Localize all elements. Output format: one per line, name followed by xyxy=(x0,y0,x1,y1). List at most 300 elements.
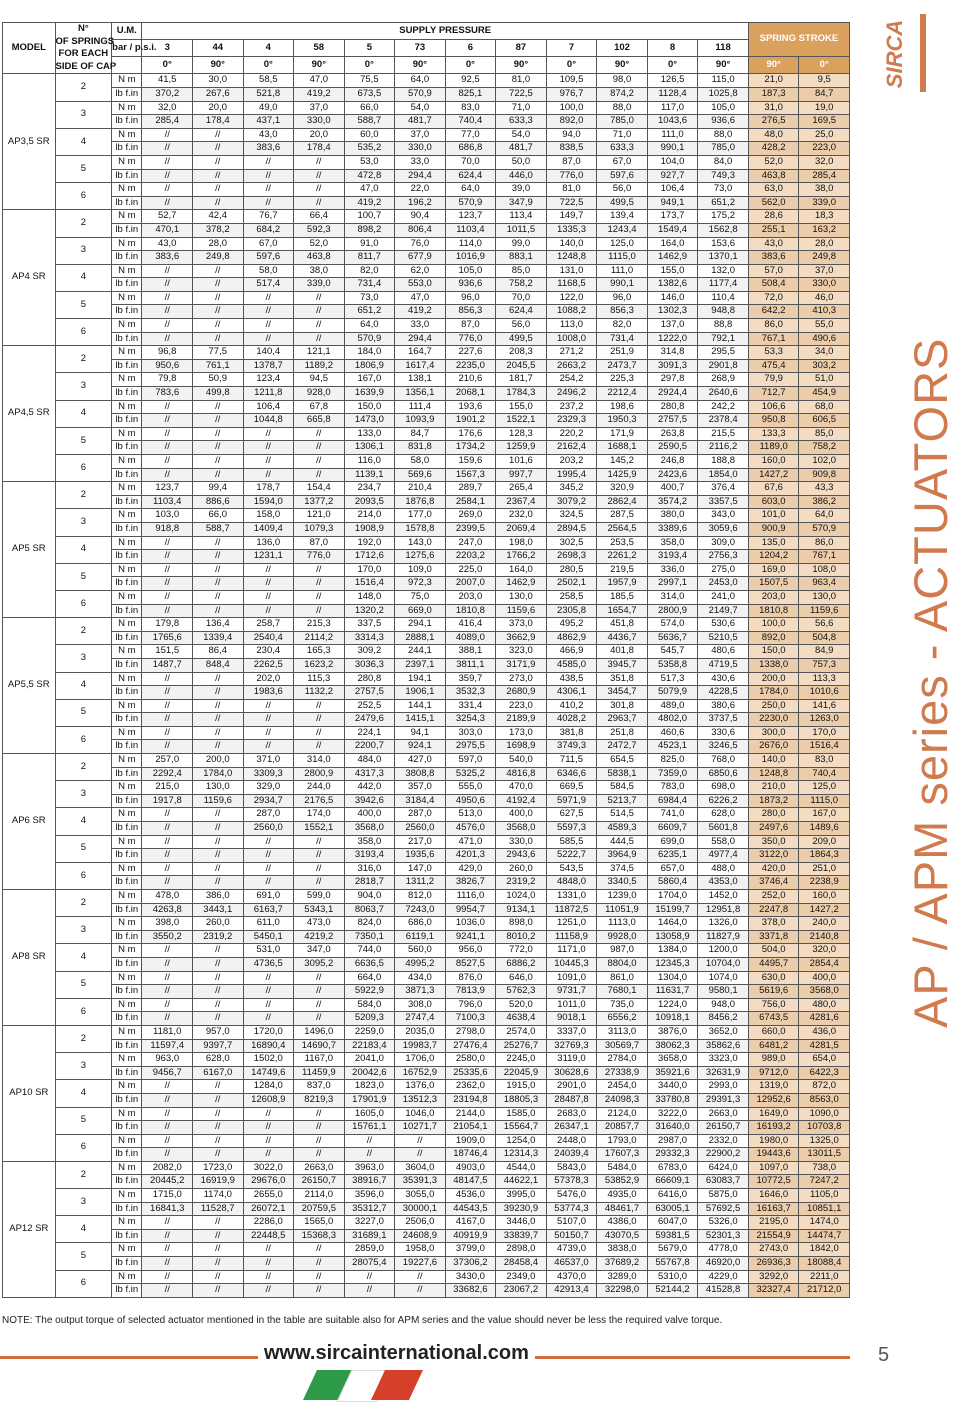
torque-cell: // xyxy=(192,1229,243,1243)
unit-label: lb f.in xyxy=(112,251,142,265)
torque-cell: 2901,0 xyxy=(546,1080,597,1094)
torque-cell: 4229,0 xyxy=(698,1270,749,1284)
torque-cell: 570,9 xyxy=(344,332,395,346)
spring-stroke-cell: 463,8 xyxy=(748,169,799,183)
torque-cell: 2041,0 xyxy=(344,1053,395,1067)
springs-count: 5 xyxy=(55,835,112,862)
model-name: AP4 SR xyxy=(3,210,56,346)
torque-cell: 883,1 xyxy=(496,251,547,265)
model-name: AP8 SR xyxy=(3,890,56,1026)
torque-cell: 1243,4 xyxy=(597,223,648,237)
torque-cell: 251,8 xyxy=(597,726,648,740)
torque-cell: 23067,2 xyxy=(496,1284,547,1298)
torque-cell: 543,5 xyxy=(546,862,597,876)
torque-cell: 91,0 xyxy=(344,237,395,251)
spring-stroke-cell: 10703,8 xyxy=(799,1121,850,1135)
pressure-psi-value: 73 xyxy=(395,40,446,57)
torque-cell: 125,0 xyxy=(597,237,648,251)
torque-cell: 2888,1 xyxy=(395,631,446,645)
springs-count: 3 xyxy=(55,781,112,808)
torque-cell: // xyxy=(192,957,243,971)
torque-cell: 5762,3 xyxy=(496,985,547,999)
pressure-row xyxy=(3,40,850,57)
torque-cell: 39230,9 xyxy=(496,1202,547,1216)
torque-cell: 41528,8 xyxy=(698,1284,749,1298)
spring-stroke-cell: 51,0 xyxy=(799,373,850,387)
torque-cell: 4778,0 xyxy=(698,1243,749,1257)
spring-stroke-cell: 38,0 xyxy=(799,183,850,197)
table-row xyxy=(3,767,850,781)
torque-cell: 67,8 xyxy=(294,400,345,414)
torque-cell: 2747,4 xyxy=(395,1012,446,1026)
torque-cell: 81,0 xyxy=(496,74,547,88)
torque-cell: 330,0 xyxy=(395,142,446,156)
torque-cell: 331,4 xyxy=(445,699,496,713)
springs-count: 2 xyxy=(55,1025,112,1052)
torque-cell: // xyxy=(192,1134,243,1148)
spring-stroke-cell: 1864,3 xyxy=(799,849,850,863)
torque-cell: 153,6 xyxy=(698,237,749,251)
torque-cell: 10918,1 xyxy=(647,1012,698,1026)
torque-cell: 3550,2 xyxy=(142,930,193,944)
table-row xyxy=(3,822,850,836)
torque-cell: // xyxy=(192,1093,243,1107)
torque-cell: 7813,9 xyxy=(445,985,496,999)
torque-cell: 128,3 xyxy=(496,427,547,441)
torque-cell: 148,0 xyxy=(344,590,395,604)
torque-cell: 2189,9 xyxy=(496,713,547,727)
table-row xyxy=(3,672,850,686)
torque-cell: 1284,0 xyxy=(243,1080,294,1094)
torque-cell: // xyxy=(192,455,243,469)
springs-header-line: FOR EACH xyxy=(58,48,109,60)
springs-count: 2 xyxy=(55,1161,112,1188)
torque-cell: 9134,1 xyxy=(496,903,547,917)
unit-label: N m xyxy=(112,1270,142,1284)
torque-cell: 8804,0 xyxy=(597,957,648,971)
torque-cell: 1496,0 xyxy=(294,1025,345,1039)
torque-cell: 164,0 xyxy=(496,563,547,577)
torque-cell: // xyxy=(192,1107,243,1121)
torque-cell: 11158,9 xyxy=(546,930,597,944)
torque-cell: // xyxy=(192,1284,243,1298)
table-row xyxy=(3,359,850,373)
torque-cell: 1654,7 xyxy=(597,604,648,618)
torque-cell: // xyxy=(142,278,193,292)
torque-cell: 2663,0 xyxy=(698,1107,749,1121)
angle-0-header: 0° xyxy=(142,57,193,74)
spring-stroke-cell: 3122,0 xyxy=(748,849,799,863)
spring-stroke-cell: 83,0 xyxy=(799,754,850,768)
torque-cell: // xyxy=(395,1284,446,1298)
unit-label: N m xyxy=(112,101,142,115)
torque-cell: 3022,0 xyxy=(243,1161,294,1175)
torque-cell: 20,0 xyxy=(192,101,243,115)
table-row xyxy=(3,1148,850,1162)
torque-cell: // xyxy=(192,672,243,686)
torque-cell: // xyxy=(192,590,243,604)
torque-cell: 131,0 xyxy=(546,264,597,278)
torque-cell: 5358,8 xyxy=(647,658,698,672)
torque-cell: 1462,9 xyxy=(647,251,698,265)
torque-cell: 3871,3 xyxy=(395,985,446,999)
torque-cell: // xyxy=(243,726,294,740)
torque-cell: 164,0 xyxy=(647,237,698,251)
torque-cell: // xyxy=(192,1121,243,1135)
angle-90-header: 90° xyxy=(597,57,648,74)
torque-cell: 886,6 xyxy=(192,495,243,509)
torque-cell: 2757,5 xyxy=(344,686,395,700)
torque-cell: 5636,7 xyxy=(647,631,698,645)
torque-cell: 4089,0 xyxy=(445,631,496,645)
torque-cell: 3113,0 xyxy=(597,1025,648,1039)
spring-stroke-cell: 79,9 xyxy=(748,373,799,387)
unit-label: N m xyxy=(112,427,142,441)
torque-cell: 5210,5 xyxy=(698,631,749,645)
torque-cell: 4903,0 xyxy=(445,1161,496,1175)
torque-cell: // xyxy=(294,713,345,727)
torque-cell: 193,6 xyxy=(445,400,496,414)
torque-cell: 98,0 xyxy=(597,74,648,88)
torque-cell: 16890,4 xyxy=(243,1039,294,1053)
torque-cell: 4950,6 xyxy=(445,794,496,808)
torque-cell: 252,5 xyxy=(344,699,395,713)
torque-cell: 77,5 xyxy=(192,346,243,360)
torque-cell: 62,0 xyxy=(395,264,446,278)
torque-cell: 5679,0 xyxy=(647,1243,698,1257)
torque-cell: 374,5 xyxy=(597,862,648,876)
torque-cell: 2448,0 xyxy=(546,1134,597,1148)
torque-cell: 267,6 xyxy=(192,87,243,101)
torque-cell: 244,1 xyxy=(395,645,446,659)
torque-cell: 4816,8 xyxy=(496,767,547,781)
torque-cell: 294,1 xyxy=(395,618,446,632)
torque-cell: 224,1 xyxy=(344,726,395,740)
torque-cell: 1720,0 xyxy=(243,1025,294,1039)
pressure-bar-value: 6 xyxy=(445,40,496,57)
torque-cell: 14690,7 xyxy=(294,1039,345,1053)
torque-cell: // xyxy=(294,441,345,455)
torque-cell: 1522,1 xyxy=(496,414,547,428)
springs-count: 3 xyxy=(55,373,112,400)
torque-cell: 99,4 xyxy=(192,482,243,496)
spring-stroke-cell: 67,6 xyxy=(748,482,799,496)
torque-cell: 37306,2 xyxy=(445,1257,496,1271)
torque-cell: // xyxy=(142,672,193,686)
torque-cell: 633,3 xyxy=(496,115,547,129)
torque-cell: 1224,0 xyxy=(647,998,698,1012)
torque-cell: 1088,2 xyxy=(546,305,597,319)
torque-cell: 2934,7 xyxy=(243,794,294,808)
torque-cell: 948,0 xyxy=(698,998,749,1012)
torque-cell: // xyxy=(243,577,294,591)
torque-cell: 136,4 xyxy=(192,618,243,632)
torque-cell: 624,4 xyxy=(445,169,496,183)
torque-cell: 2506,0 xyxy=(395,1216,446,1230)
unit-label: lb f.in xyxy=(112,577,142,591)
torque-cell: 5222,7 xyxy=(546,849,597,863)
unit-label: lb f.in xyxy=(112,387,142,401)
torque-cell: 220,2 xyxy=(546,427,597,441)
torque-cell: 314,0 xyxy=(647,590,698,604)
table-row xyxy=(3,658,850,672)
torque-cell: 86,4 xyxy=(192,645,243,659)
torque-cell: 178,4 xyxy=(192,115,243,129)
springs-count: 6 xyxy=(55,183,112,210)
torque-cell: 669,0 xyxy=(395,604,446,618)
torque-cell: 419,2 xyxy=(294,87,345,101)
torque-cell: 6163,7 xyxy=(243,903,294,917)
torque-cell: 244,0 xyxy=(294,781,345,795)
torque-cell: 2245,0 xyxy=(496,1053,547,1067)
torque-cell: 831,8 xyxy=(395,441,446,455)
table-row xyxy=(3,400,850,414)
torque-cell: // xyxy=(192,142,243,156)
torque-cell: 40919,9 xyxy=(445,1229,496,1243)
torque-cell: 43070,5 xyxy=(597,1229,648,1243)
torque-cell: // xyxy=(142,291,193,305)
table-row xyxy=(3,509,850,523)
unit-label: N m xyxy=(112,835,142,849)
springs-count: 3 xyxy=(55,237,112,264)
table-row xyxy=(3,183,850,197)
spring-stroke-cell: 25,0 xyxy=(799,128,850,142)
torque-cell: 380,6 xyxy=(698,699,749,713)
torque-cell: // xyxy=(294,427,345,441)
torque-cell: 776,0 xyxy=(546,169,597,183)
unit-label: lb f.in xyxy=(112,332,142,346)
torque-cell: 5209,3 xyxy=(344,1012,395,1026)
torque-cell: 651,2 xyxy=(698,196,749,210)
spring-stroke-cell: 85,0 xyxy=(799,427,850,441)
spring-stroke-cell: 210,0 xyxy=(748,781,799,795)
torque-cell: 698,0 xyxy=(698,781,749,795)
spring-stroke-cell: 160,0 xyxy=(799,890,850,904)
torque-cell: 1259,9 xyxy=(496,441,547,455)
torque-cell: // xyxy=(142,998,193,1012)
spring-stroke-cell: 1427,2 xyxy=(799,903,850,917)
torque-cell: 1115,0 xyxy=(597,251,648,265)
torque-cell: 1723,0 xyxy=(192,1161,243,1175)
spring-stroke-cell: 56,6 xyxy=(799,618,850,632)
torque-cell: 4995,2 xyxy=(395,957,446,971)
unit-label: lb f.in xyxy=(112,1121,142,1135)
torque-cell: 2007,0 xyxy=(445,577,496,591)
torque-cell: 314,8 xyxy=(647,346,698,360)
table-row xyxy=(3,74,850,88)
torque-cell: 20445,2 xyxy=(142,1175,193,1189)
torque-cell: 1594,0 xyxy=(243,495,294,509)
torque-cell: 33,0 xyxy=(395,155,446,169)
torque-cell: 1174,0 xyxy=(192,1189,243,1203)
torque-cell: // xyxy=(294,1107,345,1121)
torque-cell: 58,5 xyxy=(243,74,294,88)
spring-stroke-cell: 508,4 xyxy=(748,278,799,292)
torque-cell: 5450,1 xyxy=(243,930,294,944)
torque-cell: 105,0 xyxy=(445,264,496,278)
table-row xyxy=(3,387,850,401)
table-row xyxy=(3,930,850,944)
torque-cell: // xyxy=(142,1270,193,1284)
torque-cell: 1854,0 xyxy=(698,468,749,482)
side-title: AP / APM series - ACTUATORS xyxy=(904,337,957,1028)
spring-stroke-cell: 712,7 xyxy=(748,387,799,401)
torque-cell: 2397,1 xyxy=(395,658,446,672)
torque-cell: // xyxy=(192,169,243,183)
torque-cell: 115,0 xyxy=(698,74,749,88)
spring-stroke-cell: 55,0 xyxy=(799,319,850,333)
torque-cell: 584,0 xyxy=(344,998,395,1012)
torque-cell: 918,8 xyxy=(142,522,193,536)
torque-cell: 3568,0 xyxy=(496,822,547,836)
torque-cell: // xyxy=(243,862,294,876)
spring-stroke-cell: 383,6 xyxy=(748,251,799,265)
spring-stroke-cell: 150,0 xyxy=(748,645,799,659)
torque-cell: 2116,2 xyxy=(698,441,749,455)
torque-cell: 66,0 xyxy=(192,509,243,523)
torque-cell: 1549,4 xyxy=(647,223,698,237)
torque-cell: 950,6 xyxy=(142,359,193,373)
torque-cell: 38916,7 xyxy=(344,1175,395,1189)
table-row xyxy=(3,1107,850,1121)
torque-cell: 253,5 xyxy=(597,536,648,550)
torque-cell: 2423,6 xyxy=(647,468,698,482)
spring-stroke-cell: 252,0 xyxy=(748,890,799,904)
torque-cell: 251,9 xyxy=(597,346,648,360)
unit-label: N m xyxy=(112,672,142,686)
torque-cell: 1103,4 xyxy=(142,495,193,509)
torque-cell: 337,5 xyxy=(344,618,395,632)
spring-stroke-cell: 285,4 xyxy=(799,169,850,183)
torque-cell: 203,2 xyxy=(546,455,597,469)
spring-stroke-cell: 2238,9 xyxy=(799,876,850,890)
torque-cell: 15564,7 xyxy=(496,1121,547,1135)
torque-cell: 1113,0 xyxy=(597,917,648,931)
torque-cell: 271,2 xyxy=(546,346,597,360)
torque-cell: 1011,5 xyxy=(496,223,547,237)
torque-cell: // xyxy=(142,726,193,740)
torque-cell: 2997,1 xyxy=(647,577,698,591)
torque-cell: // xyxy=(243,835,294,849)
table-row xyxy=(3,1066,850,1080)
spring-stroke-cell: 113,3 xyxy=(799,672,850,686)
spring-stroke-cell: 169,5 xyxy=(799,115,850,129)
torque-cell: 260,0 xyxy=(192,917,243,931)
spring-stroke-cell: 130,0 xyxy=(799,590,850,604)
torque-cell: // xyxy=(243,740,294,754)
unit-label: lb f.in xyxy=(112,441,142,455)
torque-cell: 1915,0 xyxy=(496,1080,547,1094)
spring-stroke-cell: 303,2 xyxy=(799,359,850,373)
torque-cell: 1139,1 xyxy=(344,468,395,482)
torque-cell: // xyxy=(294,291,345,305)
page-number: 5 xyxy=(878,1344,890,1366)
spring-stroke-cell: 28,6 xyxy=(748,210,799,224)
torque-cell: 2800,9 xyxy=(294,767,345,781)
torque-cell: 29676,0 xyxy=(243,1175,294,1189)
spring-stroke-cell: 10772,5 xyxy=(748,1175,799,1189)
unit-label: lb f.in xyxy=(112,713,142,727)
torque-cell: // xyxy=(294,1121,345,1135)
spring-stroke-cell: 19443,6 xyxy=(748,1148,799,1162)
torque-cell: 94,1 xyxy=(395,726,446,740)
unit-label: N m xyxy=(112,998,142,1012)
table-row xyxy=(3,1121,850,1135)
torque-cell: 825,0 xyxy=(647,754,698,768)
torque-cell: 11827,9 xyxy=(698,930,749,944)
torque-cell: 329,0 xyxy=(243,781,294,795)
torque-cell: 31640,0 xyxy=(647,1121,698,1135)
torque-cell: 383,6 xyxy=(243,142,294,156)
angle-0-header: 0° xyxy=(647,57,698,74)
torque-cell: // xyxy=(142,577,193,591)
torque-cell: // xyxy=(243,169,294,183)
torque-cell: // xyxy=(243,604,294,618)
torque-cell: 783,6 xyxy=(142,387,193,401)
torque-cell: 44543,5 xyxy=(445,1202,496,1216)
table-row xyxy=(3,699,850,713)
torque-cell: 5343,1 xyxy=(294,903,345,917)
spring-stroke-cell: 1842,0 xyxy=(799,1243,850,1257)
unit-label: N m xyxy=(112,726,142,740)
pressure-psi-value: 102 xyxy=(597,40,648,57)
torque-cell: 3091,3 xyxy=(647,359,698,373)
spring-stroke-cell: 900,9 xyxy=(748,522,799,536)
unit-label: lb f.in xyxy=(112,1284,142,1298)
torque-cell: 3652,0 xyxy=(698,1025,749,1039)
torque-cell: 4353,0 xyxy=(698,876,749,890)
torque-cell: 749,3 xyxy=(698,169,749,183)
torque-cell: 2378,4 xyxy=(698,414,749,428)
torque-cell: 460,6 xyxy=(647,726,698,740)
torque-cell: // xyxy=(294,563,345,577)
torque-cell: 26347,1 xyxy=(546,1121,597,1135)
torque-cell: 258,5 xyxy=(546,590,597,604)
torque-cell: 4739,0 xyxy=(546,1243,597,1257)
torque-cell: 316,0 xyxy=(344,862,395,876)
torque-cell: 94,5 xyxy=(294,373,345,387)
torque-cell: 177,0 xyxy=(395,509,446,523)
torque-cell: 2580,0 xyxy=(445,1053,496,1067)
torque-cell: 3838,0 xyxy=(597,1243,648,1257)
torque-cell: 56,0 xyxy=(597,183,648,197)
torque-cell: 837,0 xyxy=(294,1080,345,1094)
torque-cell: 517,4 xyxy=(243,278,294,292)
torque-cell: // xyxy=(243,441,294,455)
torque-cell: 57692,5 xyxy=(698,1202,749,1216)
torque-cell: 280,8 xyxy=(647,400,698,414)
torque-cell: // xyxy=(142,455,193,469)
spring-stroke-cell: 872,0 xyxy=(799,1080,850,1094)
torque-cell: 100,7 xyxy=(344,210,395,224)
torque-cell: 73,0 xyxy=(344,291,395,305)
unit-label: lb f.in xyxy=(112,142,142,156)
torque-cell: 4544,0 xyxy=(496,1161,547,1175)
spring-stroke-cell: 909,8 xyxy=(799,468,850,482)
torque-cell: 115,3 xyxy=(294,672,345,686)
spring-stroke-cell: 386,2 xyxy=(799,495,850,509)
spring-stroke-cell: 950,8 xyxy=(748,414,799,428)
torque-cell: 1159,6 xyxy=(496,604,547,618)
spring-stroke-cell: 100,0 xyxy=(748,618,799,632)
footer-website-link[interactable]: www.sircainternational.com xyxy=(258,1342,535,1365)
table-row xyxy=(3,604,850,618)
torque-cell: 14749,6 xyxy=(243,1066,294,1080)
torque-cell: 597,6 xyxy=(597,169,648,183)
torque-cell: 60,0 xyxy=(344,128,395,142)
torque-cell: 9731,7 xyxy=(546,985,597,999)
torque-cell: 4589,3 xyxy=(597,822,648,836)
